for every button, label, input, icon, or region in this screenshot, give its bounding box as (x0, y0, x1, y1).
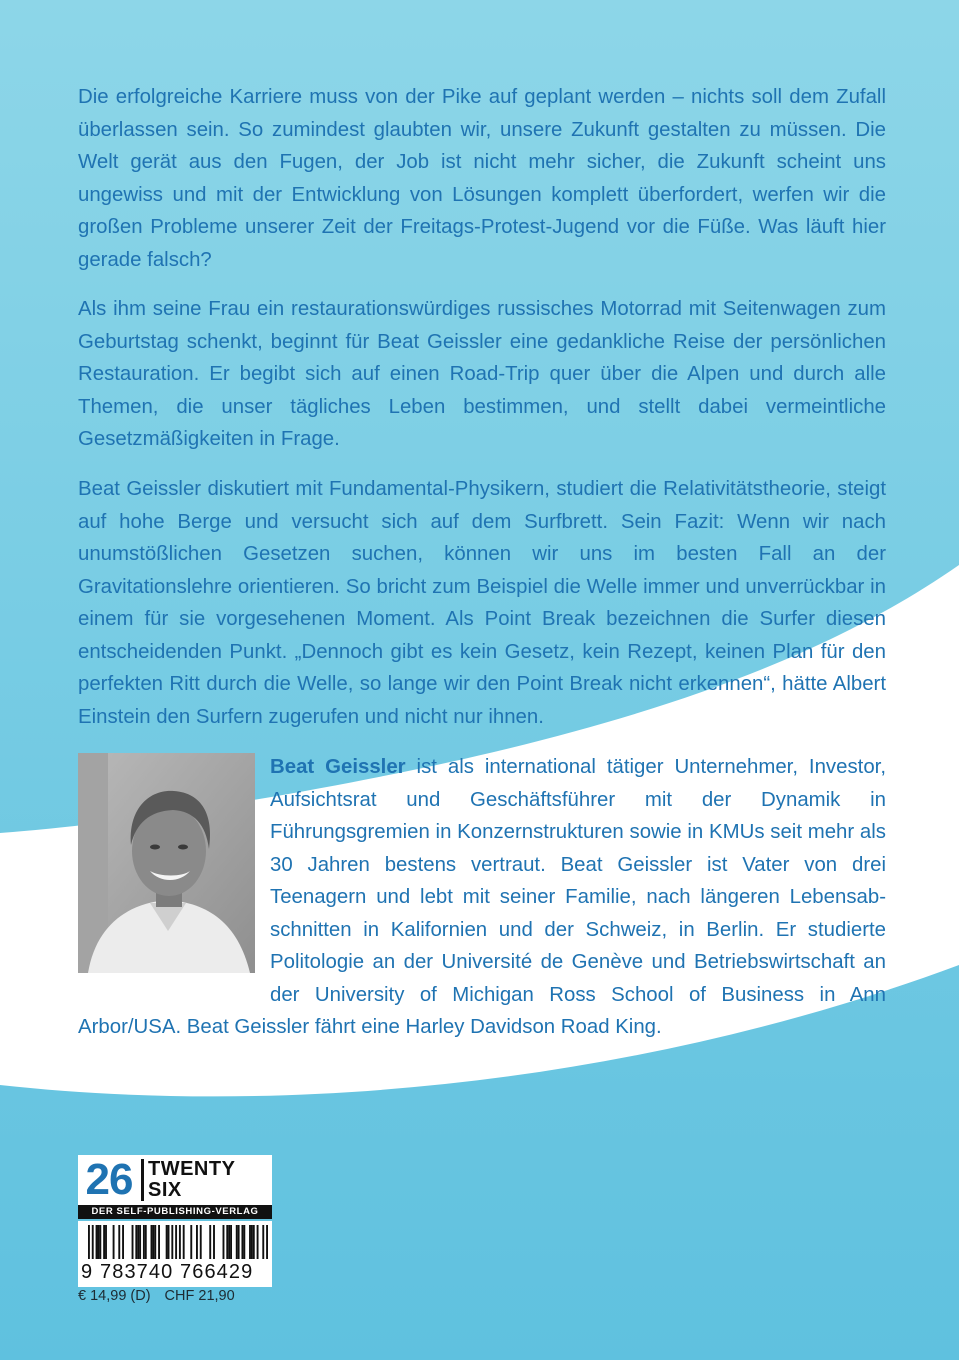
logo-number: 26 (85, 1155, 133, 1204)
logo-divider (141, 1159, 144, 1201)
barcode-bar (209, 1225, 211, 1259)
barcode-bar (99, 1225, 101, 1259)
barcode-bar (228, 1225, 230, 1259)
barcode-bar (243, 1225, 245, 1259)
barcode-bar (151, 1225, 153, 1259)
barcode-bar (113, 1225, 115, 1259)
barcode-bar (137, 1225, 139, 1259)
photo-spacer (78, 751, 270, 979)
barcode-bar (122, 1225, 124, 1259)
barcode-bar (158, 1225, 160, 1259)
isbn-digits: 783740 766429 (100, 1261, 254, 1283)
isbn-barcode (78, 1221, 272, 1287)
logo-word-1: TWENTY (148, 1158, 236, 1180)
logo-word-2: SIX (148, 1179, 182, 1201)
barcode-bar (262, 1225, 264, 1259)
barcode-bar (226, 1225, 228, 1259)
barcode-bar (118, 1225, 120, 1259)
blurb-paragraph-1: Die erfolgreiche Karriere muss von der Pike auf geplant werden – nichts soll dem Zufall überlassen sein. So zumindest glaubten wir, unsere Zukunft gestalten zu müssen. Die Welt gerät aus den Fugen, der Job ist nicht mehr sicher, die Zukunft scheint uns ungewiss und mit der Entwicklung von Lösungen komplett überfordert, werfen wir die großen Probleme unserer Zeit der Freitags-Protest-Jugend vor die Füße. Was läuft hier gerade falsch? (78, 86, 886, 271)
barcode-bars (88, 1225, 268, 1259)
blurb-paragraph-3: Beat Geissler diskutiert mit Fundamental-Physikern, studiert die Relativitätstheorie, steigt auf hohe Berge und versucht sich auf dem Surfbrett. Sein Fazit: Wenn wir nach unumstößlichen Gesetzen suchen, können wir uns im besten Fall an der Gravitationslehre orientieren. So bricht zum Beispiel die Welle immer und unverrückbar in einem für sie vorgesehenen Moment. Als Point Break bezeichnen die Surfer diesen entscheidenden Punkt. „Dennoch gibt es kein Gesetz, kein Rezept, keinen Plan für den perfekten Ritt durch die Welle, so lange wir den Point Break nicht erkennen“, hätte Albert Einstein den Surfern zugerufen und nicht nur ihnen. (78, 478, 886, 728)
author-bio-text: ist als international tätiger Unternehmer, Investor, Aufsichtsrat und Geschäftsführer mit der Dynamik in Führungsgremien in Konzernstrukturen sowie in KMUs seit mehr als 30 Jahren bestens vertraut. Beat Geissler ist Vater von drei Teenagern und lebt mit seiner Familie, nach längeren Lebensabschnitten in Kalifornien und der Schweiz, in Berlin. Er studierte Politologie an der Université de Genève und Betriebswirtschaft an der University of Michigan Ross School of Business in Ann Arbor/USA. Beat Geissler fährt eine Harley Davidson Road King. (78, 756, 886, 1038)
barcode-bar (143, 1225, 145, 1259)
barcode-bar (251, 1225, 253, 1259)
barcode-bar (183, 1225, 185, 1259)
barcode-bar (139, 1225, 141, 1259)
barcode-bar (105, 1225, 107, 1259)
barcode-bar (152, 1225, 154, 1259)
barcode-bar (88, 1225, 90, 1259)
barcode-bar (213, 1225, 215, 1259)
barcode-bar (97, 1225, 99, 1259)
publisher-imprint (78, 1155, 272, 1286)
blurb-paragraph-2: Als ihm seine Frau ein restaurationswürdiges russisches Motorrad mit Seitenwagen zum Geburtstag schenkt, beginnt für Beat Geissler eine gedankliche Reise der persönlichen Restauration. Er begibt sich auf einen Road-Trip quer über die Alpen und durch alle Themen, die unser tägliches Leben bestimmen, und stellt dabei vermeintliche Gesetzmäßigkeiten in Frage. (78, 298, 886, 450)
author-bio (78, 751, 886, 1044)
logo-tagline: DER SELF-PUBLISHING-VERLAG (78, 1205, 272, 1219)
barcode-bar (166, 1225, 168, 1259)
price-eur: € 14,99 (D) (78, 1288, 151, 1304)
barcode-bar (171, 1225, 173, 1259)
barcode-bar (223, 1225, 225, 1259)
barcode-bar (154, 1225, 156, 1259)
barcode-bar (190, 1225, 192, 1259)
barcode-bar (257, 1225, 259, 1259)
author-name: Beat Geissler (270, 756, 406, 778)
barcode-bar (168, 1225, 170, 1259)
barcode-bar (236, 1225, 238, 1259)
barcode-bar (175, 1225, 177, 1259)
barcode-bar (179, 1225, 181, 1259)
barcode-bar (200, 1225, 202, 1259)
barcode-bar (96, 1225, 98, 1259)
barcode-bar (253, 1225, 255, 1259)
price-line (78, 1287, 235, 1305)
barcode-bar (135, 1225, 137, 1259)
barcode-bar (238, 1225, 240, 1259)
barcode-bar (132, 1225, 134, 1259)
barcode-bar (196, 1225, 198, 1259)
barcode-bar (92, 1225, 94, 1259)
barcode-bar (241, 1225, 243, 1259)
barcode-bar (266, 1225, 268, 1259)
publisher-logo (78, 1155, 272, 1219)
price-chf: CHF 21,90 (164, 1288, 235, 1304)
isbn-lead-digit: 9 (81, 1261, 93, 1283)
barcode-bar (145, 1225, 147, 1259)
barcode-bar (230, 1225, 232, 1259)
barcode-bar (103, 1225, 105, 1259)
barcode-bar (249, 1225, 251, 1259)
